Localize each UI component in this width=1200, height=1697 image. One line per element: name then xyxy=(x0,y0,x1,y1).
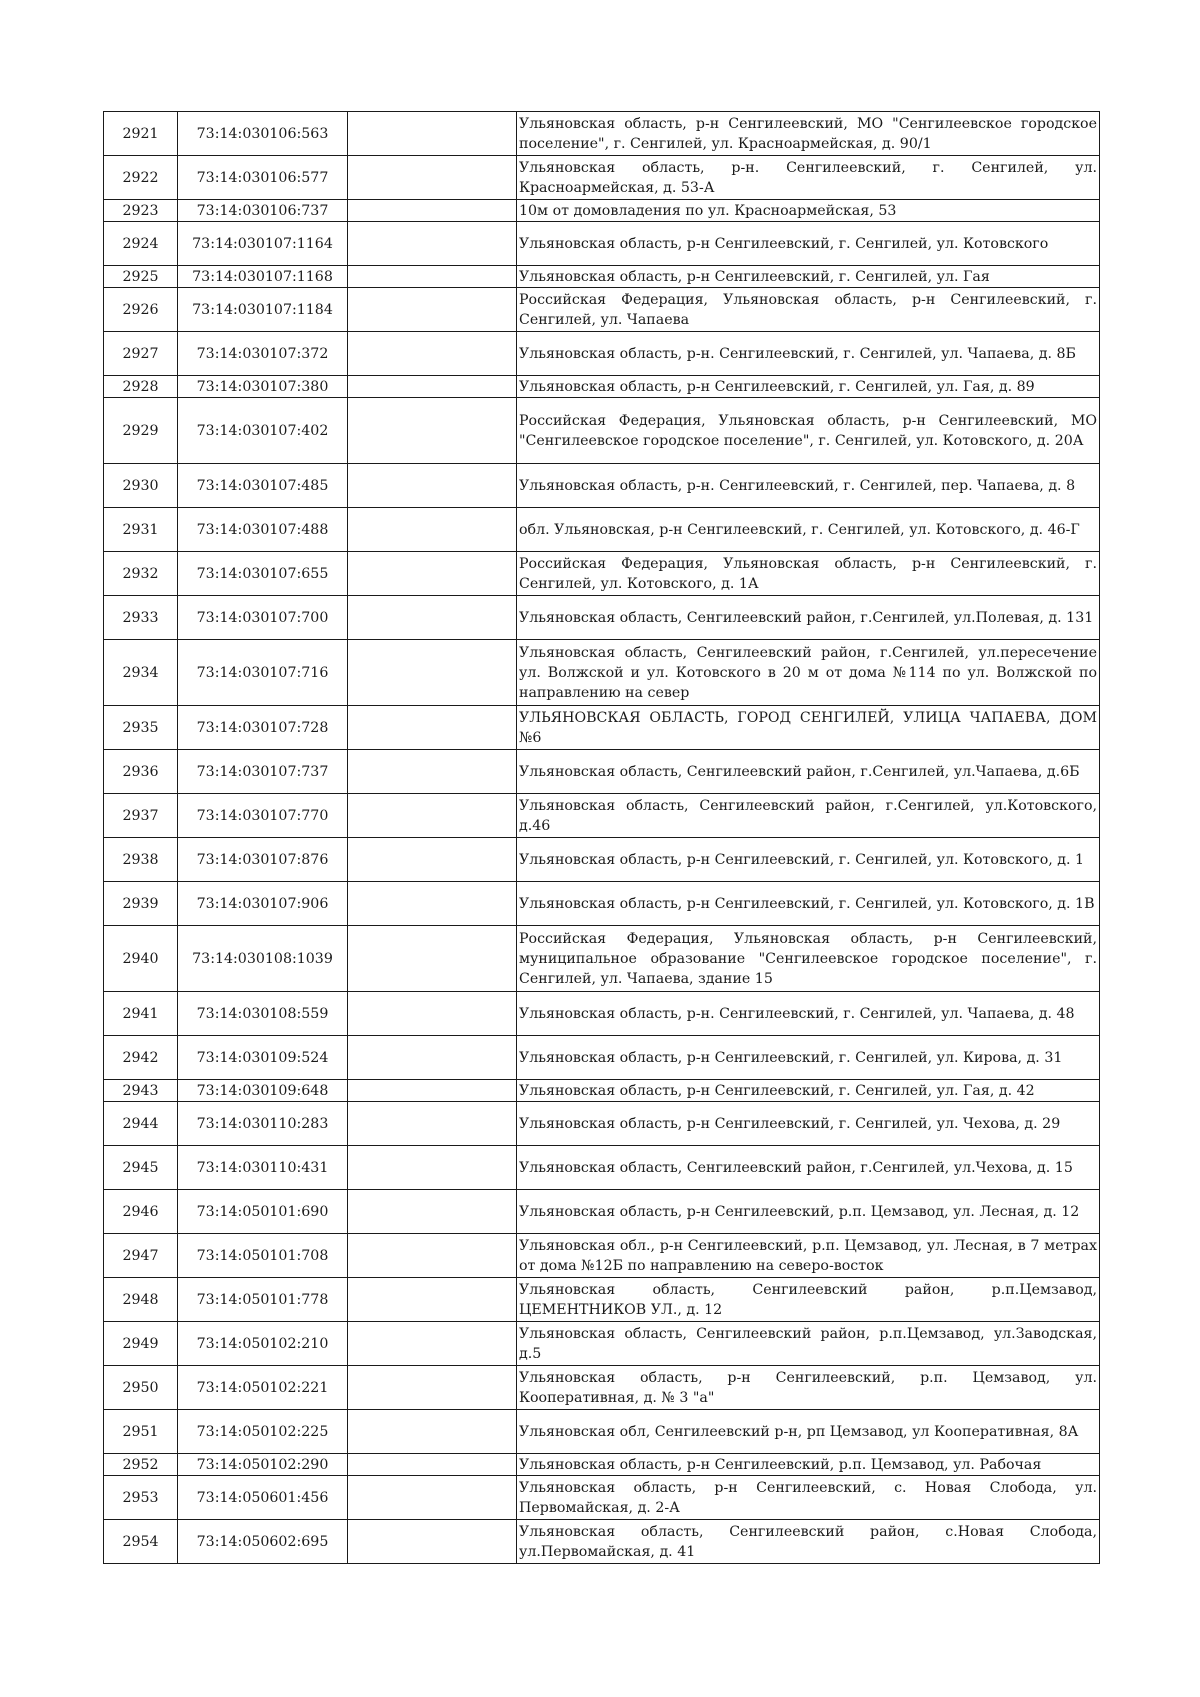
empty-cell xyxy=(348,1278,517,1322)
empty-cell xyxy=(348,508,517,552)
cadastral-number: 73:14:050602:695 xyxy=(178,1520,348,1564)
empty-cell xyxy=(348,112,517,156)
row-number: 2929 xyxy=(104,398,178,464)
empty-cell xyxy=(348,794,517,838)
cadastral-number: 73:14:030107:1164 xyxy=(178,222,348,266)
empty-cell xyxy=(348,1234,517,1278)
address-cell: Российская Федерация, Ульяновская область, р-н Сенгилеевский, г. Сенгилей, ул. Чапаева xyxy=(517,288,1100,332)
address-cell: Ульяновская область, р-н Сенгилеевский, р.п. Цемзавод, ул. Лесная, д. 12 xyxy=(517,1190,1100,1234)
empty-cell xyxy=(348,1080,517,1102)
cadastral-number: 73:14:050101:708 xyxy=(178,1234,348,1278)
row-number: 2932 xyxy=(104,552,178,596)
empty-cell xyxy=(348,640,517,706)
address-cell: Ульяновская область, Сенгилеевский район, р.п.Цемзавод, ул.Заводская, д.5 xyxy=(517,1322,1100,1366)
table-row xyxy=(104,332,1100,376)
row-number: 2933 xyxy=(104,596,178,640)
row-number: 2949 xyxy=(104,1322,178,1366)
registry-table xyxy=(103,111,1100,1564)
address-cell: Ульяновская область, Сенгилеевский район, г.Сенгилей, ул.Чехова, д. 15 xyxy=(517,1146,1100,1190)
table-row xyxy=(104,750,1100,794)
cadastral-number: 73:14:050102:290 xyxy=(178,1454,348,1476)
row-number: 2943 xyxy=(104,1080,178,1102)
cadastral-number: 73:14:030107:1184 xyxy=(178,288,348,332)
empty-cell xyxy=(348,882,517,926)
empty-cell xyxy=(348,1520,517,1564)
cadastral-number: 73:14:030110:283 xyxy=(178,1102,348,1146)
empty-cell xyxy=(348,838,517,882)
empty-cell xyxy=(348,1476,517,1520)
row-number: 2930 xyxy=(104,464,178,508)
table-row xyxy=(104,926,1100,992)
address-cell: Ульяновская область, Сенгилеевский район, с.Новая Слобода, ул.Первомайская, д. 41 xyxy=(517,1520,1100,1564)
cadastral-number: 73:14:050101:778 xyxy=(178,1278,348,1322)
table-row xyxy=(104,1190,1100,1234)
cadastral-number: 73:14:030107:906 xyxy=(178,882,348,926)
empty-cell xyxy=(348,376,517,398)
address-cell: Ульяновская область, р-н. Сенгилеевский, г. Сенгилей, ул. Чапаева, д. 8Б xyxy=(517,332,1100,376)
cadastral-number: 73:14:030108:559 xyxy=(178,992,348,1036)
empty-cell xyxy=(348,1036,517,1080)
address-cell: Ульяновская область, Сенгилеевский район, г.Сенгилей, ул.Котовского, д.46 xyxy=(517,794,1100,838)
row-number: 2923 xyxy=(104,200,178,222)
address-cell: Российская Федерация, Ульяновская область, р-н Сенгилеевский, муниципальное образование "Сенгилеевское городское поселение", г. Сенгилей, ул. Чапаева, здание 15 xyxy=(517,926,1100,992)
cadastral-number: 73:14:030107:402 xyxy=(178,398,348,464)
table-row xyxy=(104,200,1100,222)
table-row xyxy=(104,1366,1100,1410)
address-cell: Ульяновская область, р-н Сенгилеевский, г. Сенгилей, ул. Чехова, д. 29 xyxy=(517,1102,1100,1146)
table-row xyxy=(104,596,1100,640)
table-row xyxy=(104,1520,1100,1564)
address-cell: Ульяновская область, р-н Сенгилеевский, р.п. Цемзавод, ул. Рабочая xyxy=(517,1454,1100,1476)
row-number: 2925 xyxy=(104,266,178,288)
table-row xyxy=(104,1080,1100,1102)
address-cell: Ульяновская область, р-н Сенгилеевский, г. Сенгилей, ул. Котовского, д. 1 xyxy=(517,838,1100,882)
table-row xyxy=(104,1234,1100,1278)
cadastral-number: 73:14:030107:728 xyxy=(178,706,348,750)
empty-cell xyxy=(348,926,517,992)
row-number: 2928 xyxy=(104,376,178,398)
row-number: 2946 xyxy=(104,1190,178,1234)
table-row xyxy=(104,376,1100,398)
table-row xyxy=(104,1278,1100,1322)
row-number: 2936 xyxy=(104,750,178,794)
empty-cell xyxy=(348,288,517,332)
cadastral-number: 73:14:030107:485 xyxy=(178,464,348,508)
empty-cell xyxy=(348,1322,517,1366)
row-number: 2948 xyxy=(104,1278,178,1322)
row-number: 2950 xyxy=(104,1366,178,1410)
cadastral-number: 73:14:030107:770 xyxy=(178,794,348,838)
address-cell: Ульяновская область, р-н Сенгилеевский, р.п. Цемзавод, ул. Кооперативная, д. № 3 "а" xyxy=(517,1366,1100,1410)
row-number: 2922 xyxy=(104,156,178,200)
cadastral-number: 73:14:030110:431 xyxy=(178,1146,348,1190)
row-number: 2926 xyxy=(104,288,178,332)
empty-cell xyxy=(348,222,517,266)
cadastral-number: 73:14:030107:372 xyxy=(178,332,348,376)
empty-cell xyxy=(348,1146,517,1190)
row-number: 2927 xyxy=(104,332,178,376)
cadastral-number: 73:14:030109:524 xyxy=(178,1036,348,1080)
address-cell: Ульяновская область, р-н Сенгилеевский, МО "Сенгилеевское городское поселение", г. Сенгилей, ул. Красноармейская, д. 90/1 xyxy=(517,112,1100,156)
address-cell: Российская Федерация, Ульяновская область, р-н Сенгилеевский, МО "Сенгилеевское городское поселение", г. Сенгилей, ул. Котовского, д. 20А xyxy=(517,398,1100,464)
address-cell: Ульяновская область, р-н Сенгилеевский, с. Новая Слобода, ул. Первомайская, д. 2-А xyxy=(517,1476,1100,1520)
empty-cell xyxy=(348,332,517,376)
address-cell: Ульяновская область, р-н Сенгилеевский, г. Сенгилей, ул. Гая, д. 42 xyxy=(517,1080,1100,1102)
cadastral-number: 73:14:050601:456 xyxy=(178,1476,348,1520)
table-row xyxy=(104,1454,1100,1476)
cadastral-number: 73:14:030107:716 xyxy=(178,640,348,706)
cadastral-number: 73:14:030107:876 xyxy=(178,838,348,882)
address-cell: Ульяновская область, р-н Сенгилеевский, г. Сенгилей, ул. Котовского, д. 1В xyxy=(517,882,1100,926)
address-cell: 10м от домовладения по ул. Красноармейская, 53 xyxy=(517,200,1100,222)
row-number: 2954 xyxy=(104,1520,178,1564)
table-row xyxy=(104,266,1100,288)
row-number: 2951 xyxy=(104,1410,178,1454)
row-number: 2940 xyxy=(104,926,178,992)
empty-cell xyxy=(348,1102,517,1146)
row-number: 2941 xyxy=(104,992,178,1036)
table-row xyxy=(104,288,1100,332)
registry-table-body xyxy=(104,112,1100,1564)
cadastral-number: 73:14:050102:225 xyxy=(178,1410,348,1454)
address-cell: Ульяновская область, р-н Сенгилеевский, г. Сенгилей, ул. Кирова, д. 31 xyxy=(517,1036,1100,1080)
empty-cell xyxy=(348,552,517,596)
table-row xyxy=(104,222,1100,266)
address-cell: Ульяновская область, Сенгилеевский район, р.п.Цемзавод, ЦЕМЕНТНИКОВ УЛ., д. 12 xyxy=(517,1278,1100,1322)
empty-cell xyxy=(348,1190,517,1234)
cadastral-number: 73:14:050102:221 xyxy=(178,1366,348,1410)
cadastral-number: 73:14:030106:563 xyxy=(178,112,348,156)
table-row xyxy=(104,464,1100,508)
table-row xyxy=(104,1146,1100,1190)
row-number: 2939 xyxy=(104,882,178,926)
address-cell: Ульяновская область, р-н. Сенгилеевский, г. Сенгилей, ул. Красноармейская, д. 53-А xyxy=(517,156,1100,200)
cadastral-number: 73:14:030106:737 xyxy=(178,200,348,222)
row-number: 2937 xyxy=(104,794,178,838)
empty-cell xyxy=(348,200,517,222)
row-number: 2942 xyxy=(104,1036,178,1080)
table-row xyxy=(104,112,1100,156)
table-row xyxy=(104,794,1100,838)
table-row xyxy=(104,838,1100,882)
table-row xyxy=(104,552,1100,596)
address-cell: Ульяновская обл., р-н Сенгилеевский, р.п. Цемзавод, ул. Лесная, в 7 метрах от дома №12Б по направлению на северо-восток xyxy=(517,1234,1100,1278)
empty-cell xyxy=(348,156,517,200)
address-cell: Ульяновская область, р-н Сенгилеевский, г. Сенгилей, ул. Гая, д. 89 xyxy=(517,376,1100,398)
table-row xyxy=(104,882,1100,926)
cadastral-number: 73:14:030107:700 xyxy=(178,596,348,640)
address-cell: Ульяновская область, р-н. Сенгилеевский, г. Сенгилей, ул. Чапаева, д. 48 xyxy=(517,992,1100,1036)
row-number: 2952 xyxy=(104,1454,178,1476)
table-row xyxy=(104,992,1100,1036)
address-cell: Ульяновская обл, Сенгилеевский р-н, рп Цемзавод, ул Кооперативная, 8А xyxy=(517,1410,1100,1454)
table-row xyxy=(104,508,1100,552)
table-row xyxy=(104,1102,1100,1146)
empty-cell xyxy=(348,1410,517,1454)
cadastral-number: 73:14:030107:1168 xyxy=(178,266,348,288)
cadastral-number: 73:14:030107:655 xyxy=(178,552,348,596)
empty-cell xyxy=(348,992,517,1036)
empty-cell xyxy=(348,1366,517,1410)
empty-cell xyxy=(348,1454,517,1476)
table-row xyxy=(104,398,1100,464)
table-row xyxy=(104,706,1100,750)
table-row xyxy=(104,1476,1100,1520)
cadastral-number: 73:14:030107:737 xyxy=(178,750,348,794)
cadastral-number: 73:14:030107:488 xyxy=(178,508,348,552)
row-number: 2938 xyxy=(104,838,178,882)
address-cell: Ульяновская область, р-н. Сенгилеевский, г. Сенгилей, пер. Чапаева, д. 8 xyxy=(517,464,1100,508)
table-row xyxy=(104,1036,1100,1080)
row-number: 2924 xyxy=(104,222,178,266)
address-cell: УЛЬЯНОВСКАЯ ОБЛАСТЬ, ГОРОД СЕНГИЛЕЙ, УЛИЦА ЧАПАЕВА, ДОМ №6 xyxy=(517,706,1100,750)
address-cell: Российская Федерация, Ульяновская область, р-н Сенгилеевский, г. Сенгилей, ул. Котовского, д. 1А xyxy=(517,552,1100,596)
address-cell: Ульяновская область, Сенгилеевский район, г.Сенгилей, ул.Полевая, д. 131 xyxy=(517,596,1100,640)
table-row xyxy=(104,156,1100,200)
address-cell: Ульяновская область, р-н Сенгилеевский, г. Сенгилей, ул. Котовского xyxy=(517,222,1100,266)
row-number: 2935 xyxy=(104,706,178,750)
cadastral-number: 73:14:050102:210 xyxy=(178,1322,348,1366)
address-cell: Ульяновская область, Сенгилеевский район, г.Сенгилей, ул.Чапаева, д.6Б xyxy=(517,750,1100,794)
cadastral-number: 73:14:050101:690 xyxy=(178,1190,348,1234)
cadastral-number: 73:14:030107:380 xyxy=(178,376,348,398)
table-row xyxy=(104,640,1100,706)
empty-cell xyxy=(348,464,517,508)
row-number: 2921 xyxy=(104,112,178,156)
address-cell: Ульяновская область, Сенгилеевский район, г.Сенгилей, ул.пересечение ул. Волжской и ул. Котовского в 20 м от дома №114 по ул. Волжской по направлению на север xyxy=(517,640,1100,706)
row-number: 2947 xyxy=(104,1234,178,1278)
empty-cell xyxy=(348,706,517,750)
address-cell: обл. Ульяновская, р-н Сенгилеевский, г. Сенгилей, ул. Котовского, д. 46-Г xyxy=(517,508,1100,552)
address-cell: Ульяновская область, р-н Сенгилеевский, г. Сенгилей, ул. Гая xyxy=(517,266,1100,288)
empty-cell xyxy=(348,750,517,794)
cadastral-number: 73:14:030106:577 xyxy=(178,156,348,200)
row-number: 2934 xyxy=(104,640,178,706)
empty-cell xyxy=(348,398,517,464)
row-number: 2945 xyxy=(104,1146,178,1190)
table-row xyxy=(104,1410,1100,1454)
row-number: 2944 xyxy=(104,1102,178,1146)
cadastral-number: 73:14:030109:648 xyxy=(178,1080,348,1102)
empty-cell xyxy=(348,596,517,640)
table-row xyxy=(104,1322,1100,1366)
row-number: 2931 xyxy=(104,508,178,552)
empty-cell xyxy=(348,266,517,288)
cadastral-number: 73:14:030108:1039 xyxy=(178,926,348,992)
row-number: 2953 xyxy=(104,1476,178,1520)
